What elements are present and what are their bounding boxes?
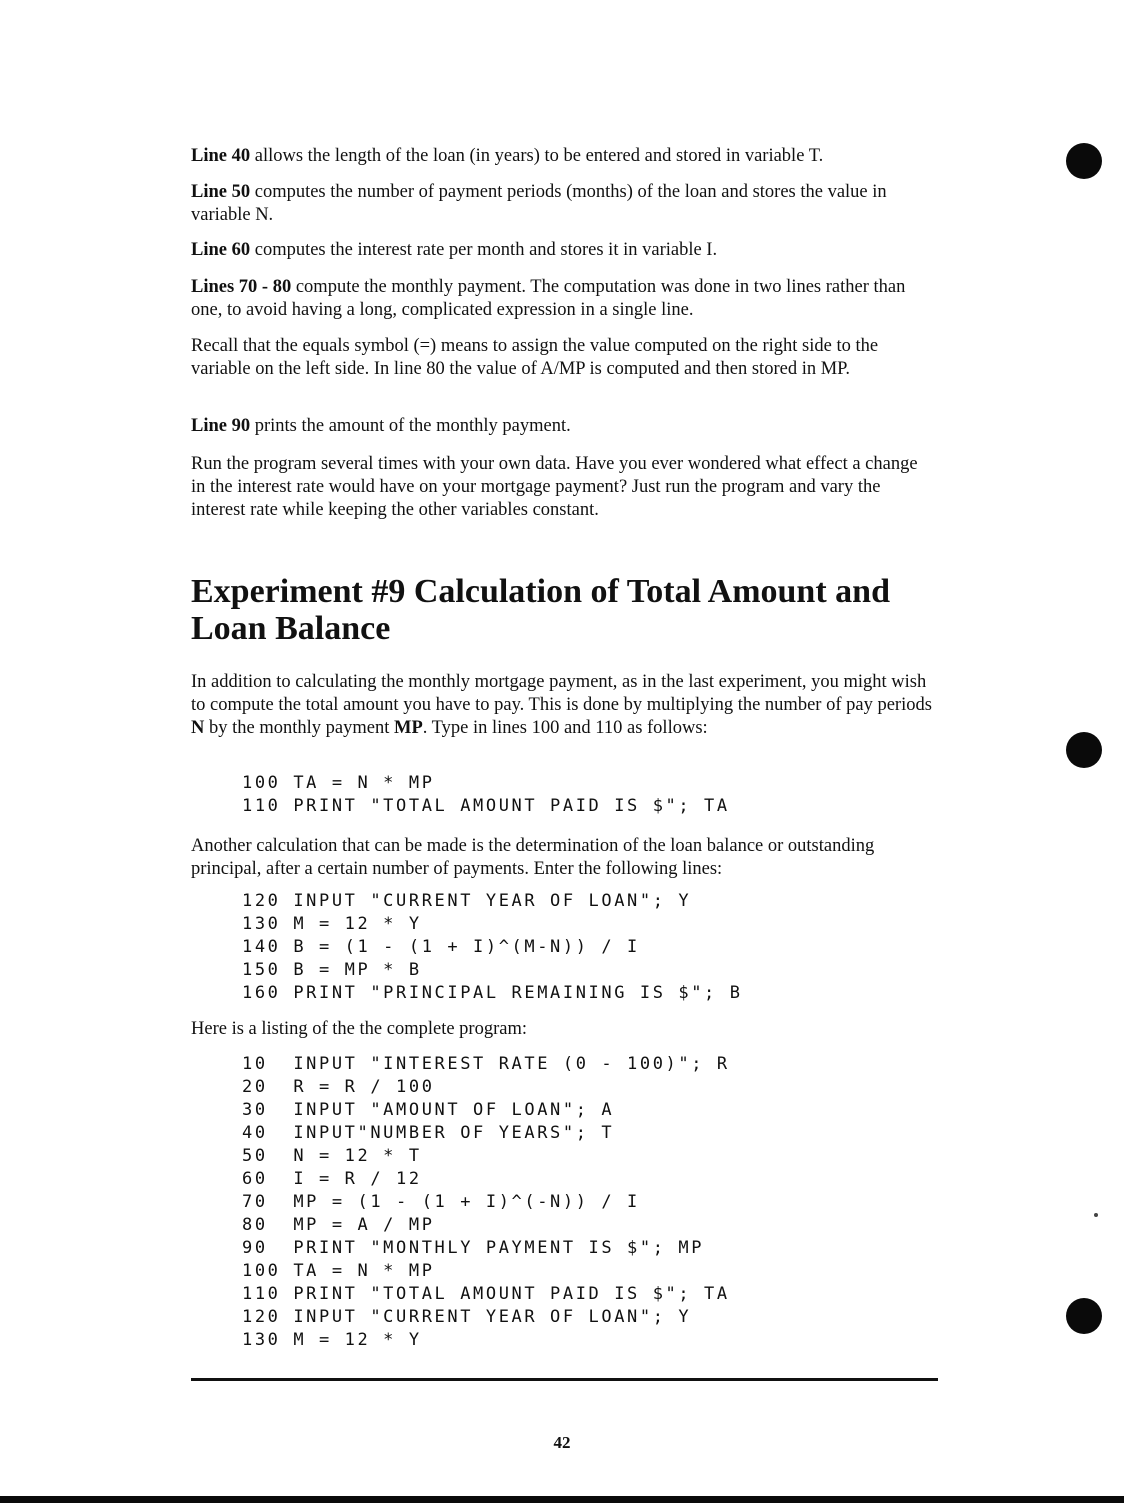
intro-paragraph bbox=[191, 671, 933, 740]
code-listing-complete-program: 10 INPUT "INTEREST RATE (0 - 100)"; R 20 R = R / 100 30 INPUT "AMOUNT OF LOAN"; A 40 INPUT"NUMBER OF YEARS"; T 50 N = 12 * T 60 I = R / 12 70 MP = (1 - (1 + I)^(-N)) / I 80 MP = A / MP 90 PRINT "MONTHLY PAYMENT IS $"; MP 100 TA = N * MP 110 PRINT "TOTAL AMOUNT PAID IS $"; TA 120 INPUT "CURRENT YEAR OF LOAN"; Y 130 M = 12 * Y bbox=[242, 1054, 730, 1350]
line-reference: Line 40 bbox=[191, 146, 251, 166]
scan-speck bbox=[1094, 1213, 1098, 1217]
paragraph-recall bbox=[191, 335, 933, 381]
binder-hole-icon bbox=[1066, 143, 1102, 179]
paragraph-text: prints the amount of the monthly payment. bbox=[250, 416, 571, 436]
code-listing-principal: 120 INPUT "CURRENT YEAR OF LOAN"; Y 130 M = 12 * Y 140 B = (1 - (1 + I)^(M-N)) / I 150 B = MP * B 160 PRINT "PRINCIPAL REMAINING IS $"; B bbox=[242, 891, 743, 1003]
paragraph-line-90 bbox=[191, 415, 933, 438]
paragraph-text: computes the number of payment periods (months) of the loan and stores the value in variable N. bbox=[191, 182, 887, 225]
variable-name: N bbox=[191, 718, 205, 738]
paragraph-line-40 bbox=[191, 145, 933, 168]
paragraph-line-50 bbox=[191, 181, 933, 227]
paragraph-lines-70-80 bbox=[191, 276, 933, 322]
intro-text: . Type in lines 100 and 110 as follows: bbox=[422, 718, 708, 738]
intro-text: by the monthly payment bbox=[204, 718, 394, 738]
paragraph-text: allows the length of the loan (in years) to be entered and stored in variable T. bbox=[250, 146, 824, 166]
code-listing-total-amount: 100 TA = N * MP 110 PRINT "TOTAL AMOUNT PAID IS $"; TA bbox=[242, 773, 730, 816]
line-reference: Line 90 bbox=[191, 416, 251, 436]
paragraph-text: compute the monthly payment. The computation was done in two lines rather than one, to avoid having a long, complicated expression in a single line. bbox=[191, 277, 906, 320]
variable-name: MP bbox=[393, 718, 423, 738]
paragraph-line-60 bbox=[191, 239, 933, 262]
section-heading: Experiment #9 Calculation of Total Amount and Loan Balance bbox=[191, 573, 890, 647]
binder-hole-icon bbox=[1066, 732, 1102, 768]
line-reference: Line 60 bbox=[191, 240, 251, 260]
binder-hole-icon bbox=[1066, 1298, 1102, 1334]
line-reference: Line 50 bbox=[191, 182, 251, 202]
line-reference: Lines 70 - 80 bbox=[191, 277, 292, 297]
paragraph-text: Recall that the equals symbol (=) means to assign the value computed on the right side to the variable on the left side. In line 80 the value of A/MP is computed and then stored in MP. bbox=[191, 336, 879, 379]
paragraph-loan-balance: Another calculation that can be made is the determination of the loan balance or outstanding principal, after a certain number of payments. Enter the following lines: bbox=[191, 836, 875, 879]
paragraph-run-program bbox=[191, 453, 933, 522]
paragraph-text: Run the program several times with your own data. Have you ever wondered what effect a change in the interest rate would have on your mortgage payment? Just run the program and vary the interest rate while keeping the other variables constant. bbox=[191, 454, 918, 520]
paragraph-text: computes the interest rate per month and stores it in variable I. bbox=[250, 240, 718, 260]
footer-rule bbox=[191, 1378, 938, 1381]
page-number: 42 bbox=[553, 1433, 571, 1452]
scan-edge-bar bbox=[0, 1496, 1124, 1503]
intro-text: In addition to calculating the monthly mortgage payment, as in the last experiment, you might wish to compute the total amount you have to pay. This is done by multiplying the number of pay periods bbox=[191, 672, 932, 715]
paragraph-listing-intro: Here is a listing of the the complete program: bbox=[191, 1019, 527, 1039]
